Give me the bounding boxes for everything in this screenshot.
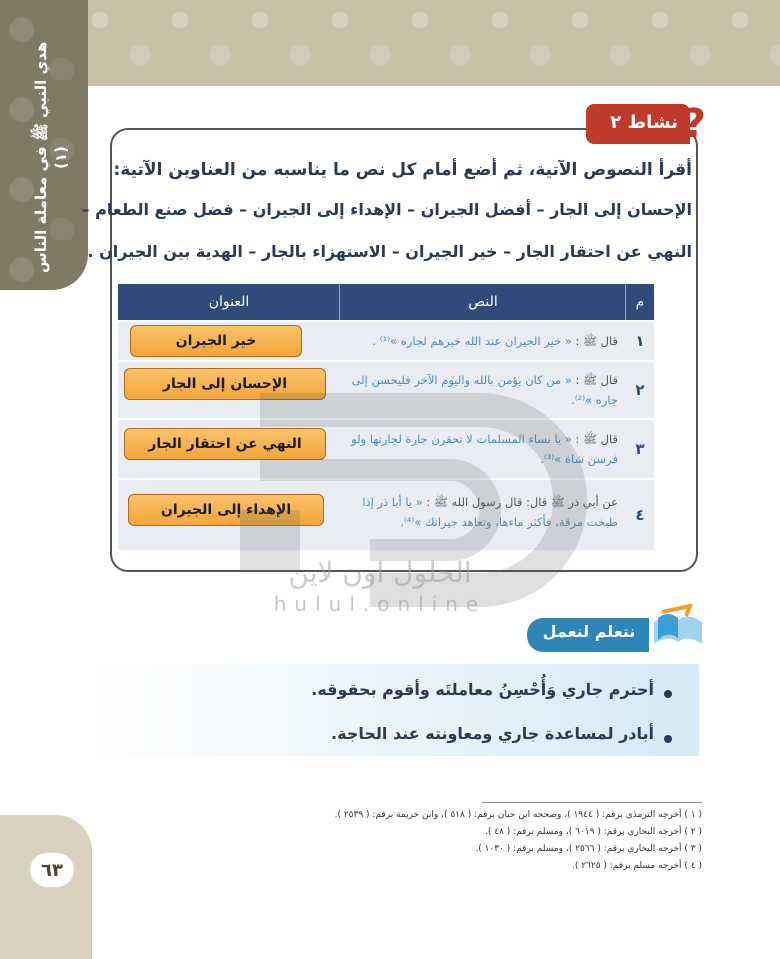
activity-instructions: أقرأ النصوص الآتية، ثم أضع أمام كل نص ما يناسبه من العناوين الآتية: — [113, 160, 692, 180]
row-text — [348, 331, 618, 351]
footnote-3: ( ٣ ) أخرجه البخاري برقم: ( ٢٥٦٦ )، ومسلم برقم: ( ١٠٣٠ ). — [475, 844, 702, 854]
table-row — [118, 322, 654, 360]
footnote-4: ( ٤ ) أخرجه مسلم برقم: ( ٢٦٢٥ ). — [571, 861, 702, 871]
top-decorative-band — [0, 0, 780, 86]
row-quote: « يا نساء المسلمات لا تحقرن جارة لجارتها ولو فرسن شاة »⁽³⁾. — [351, 432, 618, 466]
row-prefix: عن أبي ذر ﷺ قال: قال رسول الله ﷺ : — [422, 495, 618, 509]
answer-pill: الإحسان إلى الجار — [124, 368, 326, 400]
chapter-title: هدي النبي ﷺ في معاملة الناس (١) — [32, 41, 70, 274]
question-mark-icon: ? — [682, 101, 706, 147]
learn-item-1: أحترم جاري وَأُحْسِنُ معاملتَه وأقوم بحقوقه. — [311, 680, 654, 699]
header-text: النص — [339, 284, 626, 320]
row-number: ٤ — [635, 506, 645, 524]
side-chapter-band — [0, 0, 88, 290]
row-quote: « من كان يؤمن بالله واليوم الآخر فليحسن إلى جاره »⁽²⁾. — [351, 373, 618, 407]
activity-label: نشاط ٢ — [610, 112, 678, 133]
row-quote: « خير الجيران عند الله خيرهم لجاره »⁽¹⁾ . — [372, 334, 572, 348]
row-number: ٣ — [635, 440, 645, 458]
row-prefix: قال ﷺ : — [571, 373, 618, 387]
open-book-icon — [650, 604, 706, 654]
footnote-divider — [482, 802, 702, 803]
learn-label: نتعلم لنعمل — [542, 622, 636, 641]
bullet-icon — [664, 690, 672, 698]
header-num: م — [625, 284, 654, 320]
titles-list-line-1: الإحسان إلى الجار – أفضل الجيران – الإهداء إلى الجيران – فضل صنع الطعام – — [81, 200, 692, 219]
footnote-1: ( ١ ) أخرجه الترمذي برقم: ( ١٩٤٤ )، وصححه ابن حبان برقم: ( ٥١٨ )، وابن خزيمة برقم: ( ٢٥٣٩ ). — [334, 810, 702, 820]
learn-item-2: أبادر لمساعدة جاري ومعاونته عند الحاجة. — [331, 724, 654, 743]
row-quote: « يا أبا ذر إذا طبخت مرقة، فأكثر ماءها، وتعاهد جيرانك »⁽⁴⁾. — [362, 495, 618, 529]
watermark-arabic: الحلول اون لاين — [288, 556, 472, 589]
answer-pill: الإهداء إلى الجيران — [128, 494, 324, 526]
row-number: ١ — [635, 332, 645, 350]
page-number-tab — [0, 815, 92, 959]
answer-pill: النهي عن احتقار الجار — [124, 428, 326, 460]
page-number: ٦٣ — [30, 853, 74, 887]
answer-pill: خير الجيران — [130, 325, 302, 357]
header-title: العنوان — [208, 294, 250, 310]
row-prefix: قال ﷺ : — [571, 334, 618, 348]
table-header — [118, 284, 654, 320]
footnote-2: ( ٢ ) أخرجه البخاري برقم: ( ٦٠١٩ )، ومسلم برقم: ( ٤٨ ). — [485, 827, 702, 837]
watermark-latin: hulul.online — [273, 592, 487, 616]
bullet-icon — [664, 735, 672, 743]
row-number: ٢ — [635, 381, 645, 399]
row-prefix: قال ﷺ : — [571, 432, 618, 446]
titles-list-line-2: النهي عن احتقار الجار – خير الجيران – الاستهزاء بالجار – الهدية بين الجيران . — [87, 242, 692, 261]
